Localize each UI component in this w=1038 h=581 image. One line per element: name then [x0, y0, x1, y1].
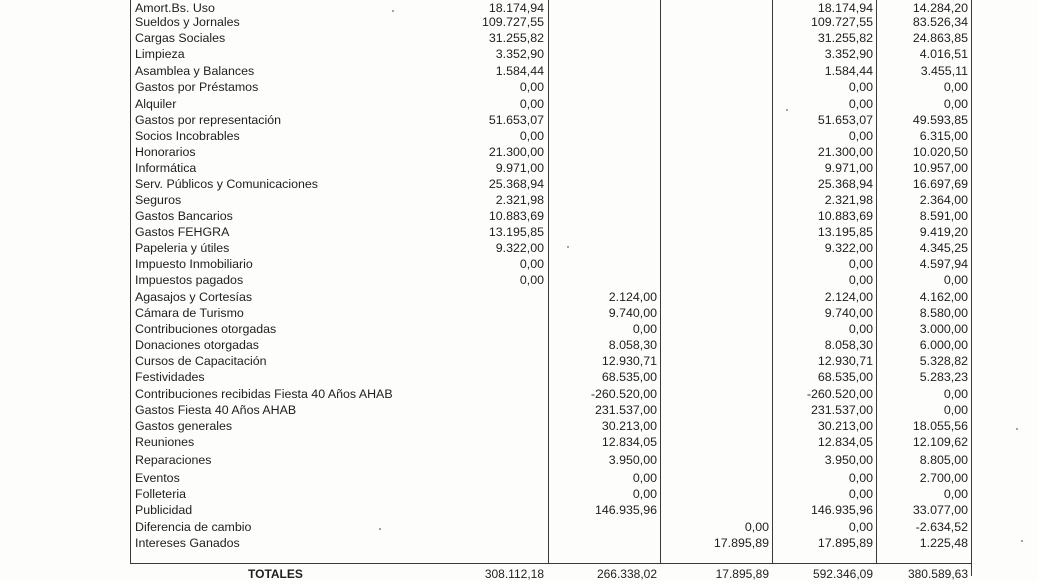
table-row	[0, 289, 1038, 305]
row-label: Reparaciones	[135, 453, 212, 467]
row-value-col-4: 0,00	[848, 322, 873, 336]
scan-speck	[392, 10, 394, 12]
row-value-col-5: 0,00	[943, 97, 968, 111]
row-value-col-5: -2.634,52	[915, 520, 968, 534]
row-value-col-4: 109.727,55	[810, 15, 873, 29]
row-value-col-4: 0,00	[848, 80, 873, 94]
table-row	[0, 256, 1038, 272]
table-row	[0, 240, 1038, 256]
scan-speck	[567, 246, 569, 248]
row-value-col-4: 3.352,90	[824, 47, 873, 61]
row-value-col-5: 4.162,00	[919, 290, 968, 304]
row-value-col-4: 0,00	[848, 471, 873, 485]
table-row	[0, 96, 1038, 112]
row-value-col-2: 0,00	[632, 471, 657, 485]
row-value-col-5: 4.016,51	[919, 47, 968, 61]
table-row	[0, 160, 1038, 176]
totals-col-3: 17.895,89	[715, 567, 769, 581]
row-label: Impuesto Inmobiliario	[135, 257, 253, 271]
row-value-col-5: 2.364,00	[919, 193, 968, 207]
row-value-col-5: 9.419,20	[919, 225, 968, 239]
row-value-col-4: 18.174,94	[817, 1, 873, 15]
row-value-col-5: 4.597,94	[919, 257, 968, 271]
row-label: Cargas Sociales	[135, 31, 226, 45]
row-value-col-4: 31.255,82	[817, 31, 873, 45]
table-row	[0, 519, 1038, 535]
row-value-col-5: 33.077,00	[912, 503, 968, 517]
row-value-col-5: 0,00	[943, 80, 968, 94]
scan-speck	[786, 109, 788, 111]
table-row	[0, 337, 1038, 353]
table-row	[0, 486, 1038, 502]
row-value-col-4: 1.584,44	[824, 64, 873, 78]
row-value-col-5: 16.697,69	[912, 177, 968, 191]
row-value-col-3: 0,00	[744, 520, 769, 534]
table-row	[0, 14, 1038, 30]
row-value-col-4: 0,00	[848, 97, 873, 111]
table-row	[0, 63, 1038, 79]
row-value-col-4: 0,00	[848, 487, 873, 501]
table-row	[0, 46, 1038, 62]
row-value-col-4: 51.653,07	[817, 113, 873, 127]
row-value-col-2: 0,00	[632, 487, 657, 501]
table-row	[0, 224, 1038, 240]
row-value-col-1: 0,00	[519, 97, 544, 111]
row-value-col-5: 0,00	[943, 387, 968, 401]
row-value-col-4: 13.195,85	[817, 225, 873, 239]
row-value-col-1: 3.352,90	[495, 47, 544, 61]
row-value-col-5: 0,00	[943, 487, 968, 501]
row-value-col-5: 3.455,11	[920, 64, 968, 78]
row-value-col-1: 109.727,55	[481, 15, 544, 29]
table-row	[0, 369, 1038, 385]
table-row	[0, 502, 1038, 518]
row-value-col-4: 3.950,00	[824, 453, 873, 467]
row-value-col-2: 12.930,71	[601, 354, 657, 368]
table-row	[0, 470, 1038, 486]
row-value-col-4: 0,00	[848, 129, 873, 143]
row-value-col-5: 5.283,23	[919, 370, 968, 384]
table-row	[0, 112, 1038, 128]
row-label: Reuniones	[135, 435, 195, 449]
row-value-col-2: 8.058,30	[608, 338, 657, 352]
row-value-col-3: 17.895,89	[713, 536, 769, 550]
row-value-col-4: 17.895,89	[817, 536, 873, 550]
table-row	[0, 176, 1038, 192]
row-label: Intereses Ganados	[135, 536, 240, 550]
row-value-col-5: 8.580,00	[919, 306, 968, 320]
table-row	[0, 305, 1038, 321]
row-value-col-5: 2.700,00	[919, 471, 968, 485]
row-value-col-5: 4.345,25	[919, 241, 968, 255]
row-label: Diferencia de cambio	[135, 520, 252, 534]
row-value-col-4: 30.213,00	[817, 419, 873, 433]
totals-col-4: 592.346,09	[812, 567, 873, 581]
row-value-col-2: 68.535,00	[601, 370, 657, 384]
row-value-col-1: 51.653,07	[488, 113, 544, 127]
row-label: Gastos Bancarios	[135, 209, 233, 223]
row-value-col-1: 31.255,82	[488, 31, 544, 45]
totals-row	[0, 567, 1038, 581]
row-value-col-2: -260.520,00	[590, 387, 657, 401]
table-row	[0, 30, 1038, 46]
row-value-col-5: 8.805,00	[919, 453, 968, 467]
row-value-col-5: 8.591,00	[919, 209, 968, 223]
row-label: Folleteria	[135, 487, 186, 501]
row-label: Festividades	[135, 370, 205, 384]
row-label: Contribuciones otorgadas	[135, 322, 277, 336]
row-value-col-1: 0,00	[519, 273, 544, 287]
totals-label: TOTALES	[248, 567, 303, 581]
row-label: Serv. Públicos y Comunicaciones	[135, 177, 318, 191]
row-value-col-4: 2.124,00	[824, 290, 873, 304]
row-value-col-4: 231.537,00	[810, 403, 873, 417]
table-row	[0, 272, 1038, 288]
row-label: Impuestos pagados	[135, 273, 244, 287]
row-label: Honorarios	[135, 145, 196, 159]
row-value-col-4: 68.535,00	[817, 370, 873, 384]
row-value-col-1: 18.174,94	[488, 1, 544, 15]
row-label: Contribuciones recibidas Fiesta 40 Años AHAB	[135, 387, 393, 401]
row-value-col-1: 0,00	[519, 257, 544, 271]
row-value-col-4: 146.935,96	[810, 503, 873, 517]
row-value-col-2: 231.537,00	[594, 403, 657, 417]
row-value-col-4: 8.058,30	[824, 338, 873, 352]
table-row	[0, 208, 1038, 224]
row-value-col-4: 9.971,00	[824, 161, 873, 175]
row-value-col-5: 83.526,34	[912, 15, 968, 29]
row-value-col-1: 1.584,44	[495, 64, 544, 78]
row-value-col-5: 5.328,82	[919, 354, 968, 368]
row-label: Agasajos y Cortesías	[135, 290, 253, 304]
row-value-col-4: 12.930,71	[817, 354, 873, 368]
row-value-col-2: 3.950,00	[608, 453, 657, 467]
row-value-col-5: 3.000,00	[919, 322, 968, 336]
row-value-col-1: 13.195,85	[488, 225, 544, 239]
row-label: Limpieza	[135, 47, 185, 61]
row-value-col-4: 12.834,05	[817, 435, 873, 449]
table-row	[0, 79, 1038, 95]
row-value-col-4: 9.322,00	[824, 241, 873, 255]
row-value-col-4: 0,00	[848, 520, 873, 534]
row-label: Alquiler	[135, 97, 177, 111]
row-value-col-5: 6.000,00	[919, 338, 968, 352]
row-value-col-5: 18.055,56	[912, 419, 968, 433]
row-value-col-1: 10.883,69	[488, 209, 544, 223]
row-value-col-1: 25.368,94	[488, 177, 544, 191]
table-row	[0, 192, 1038, 208]
table-row	[0, 386, 1038, 402]
row-value-col-4: 9.740,00	[824, 306, 873, 320]
row-label: Gastos por Préstamos	[135, 80, 259, 94]
row-label: Informática	[135, 161, 197, 175]
row-value-col-4: 2.321,98	[824, 193, 873, 207]
row-label: Cámara de Turismo	[135, 306, 244, 320]
row-value-col-5: 10.957,00	[912, 161, 968, 175]
row-value-col-4: 21.300,00	[817, 145, 873, 159]
row-value-col-5: 24.863,85	[912, 31, 968, 45]
table-row	[0, 418, 1038, 434]
totals-separator-line	[130, 563, 972, 564]
row-label: Gastos por representación	[135, 113, 282, 127]
table-row	[0, 452, 1038, 468]
table-row	[0, 353, 1038, 369]
row-value-col-4: 25.368,94	[817, 177, 873, 191]
row-value-col-1: 0,00	[519, 129, 544, 143]
row-label: Papeleria y útiles	[135, 241, 230, 255]
row-value-col-1: 0,00	[519, 80, 544, 94]
row-value-col-5: 14.284,20	[912, 1, 968, 15]
table-row	[0, 402, 1038, 418]
row-value-col-1: 9.322,00	[495, 241, 544, 255]
row-value-col-5: 10.020,50	[912, 145, 968, 159]
row-value-col-5: 0,00	[943, 273, 968, 287]
row-label: Donaciones otorgadas	[135, 338, 259, 352]
row-value-col-5: 12.109,62	[912, 435, 968, 449]
row-label: Sueldos y Jornales	[135, 15, 240, 29]
totals-col-1: 308.112,18	[484, 567, 544, 581]
totals-col-2: 266.338,02	[596, 567, 657, 581]
row-label: Seguros	[135, 193, 182, 207]
row-value-col-4: 10.883,69	[817, 209, 873, 223]
row-value-col-5: 1.225,48	[919, 536, 968, 550]
row-value-col-2: 30.213,00	[601, 419, 657, 433]
table-row	[0, 128, 1038, 144]
row-value-col-2: 9.740,00	[608, 306, 657, 320]
row-label: Gastos generales	[135, 419, 233, 433]
row-label: Gastos FEHGRA	[135, 225, 230, 239]
row-value-col-1: 21.300,00	[488, 145, 544, 159]
row-label: Publicidad	[135, 503, 193, 517]
row-label: Asamblea y Balances	[135, 64, 255, 78]
scan-speck	[379, 528, 381, 530]
row-value-col-2: 0,00	[632, 322, 657, 336]
row-label: Cursos de Capacitación	[135, 354, 267, 368]
row-value-col-4: 0,00	[848, 257, 873, 271]
row-label: Eventos	[135, 471, 180, 485]
row-label: Amort.Bs. Uso	[135, 1, 215, 15]
row-value-col-1: 2.321,98	[495, 193, 544, 207]
table-row	[0, 321, 1038, 337]
row-value-col-1: 9.971,00	[495, 161, 544, 175]
row-value-col-4: 0,00	[848, 273, 873, 287]
table-row	[0, 434, 1038, 450]
row-value-col-2: 146.935,96	[594, 503, 657, 517]
row-value-col-2: 2.124,00	[608, 290, 657, 304]
scan-speck	[1016, 428, 1018, 430]
totals-col-5: 380.589,63	[907, 567, 968, 581]
row-value-col-5: 49.593,85	[912, 113, 968, 127]
row-label: Gastos Fiesta 40 Años AHAB	[135, 403, 297, 417]
row-value-col-5: 0,00	[943, 403, 968, 417]
row-value-col-4: -260.520,00	[806, 387, 873, 401]
row-label: Socios Incobrables	[135, 129, 240, 143]
table-row	[0, 144, 1038, 160]
scan-speck	[1021, 540, 1023, 542]
table-row	[0, 535, 1038, 551]
row-value-col-2: 12.834,05	[601, 435, 657, 449]
row-value-col-5: 6.315,00	[919, 129, 968, 143]
